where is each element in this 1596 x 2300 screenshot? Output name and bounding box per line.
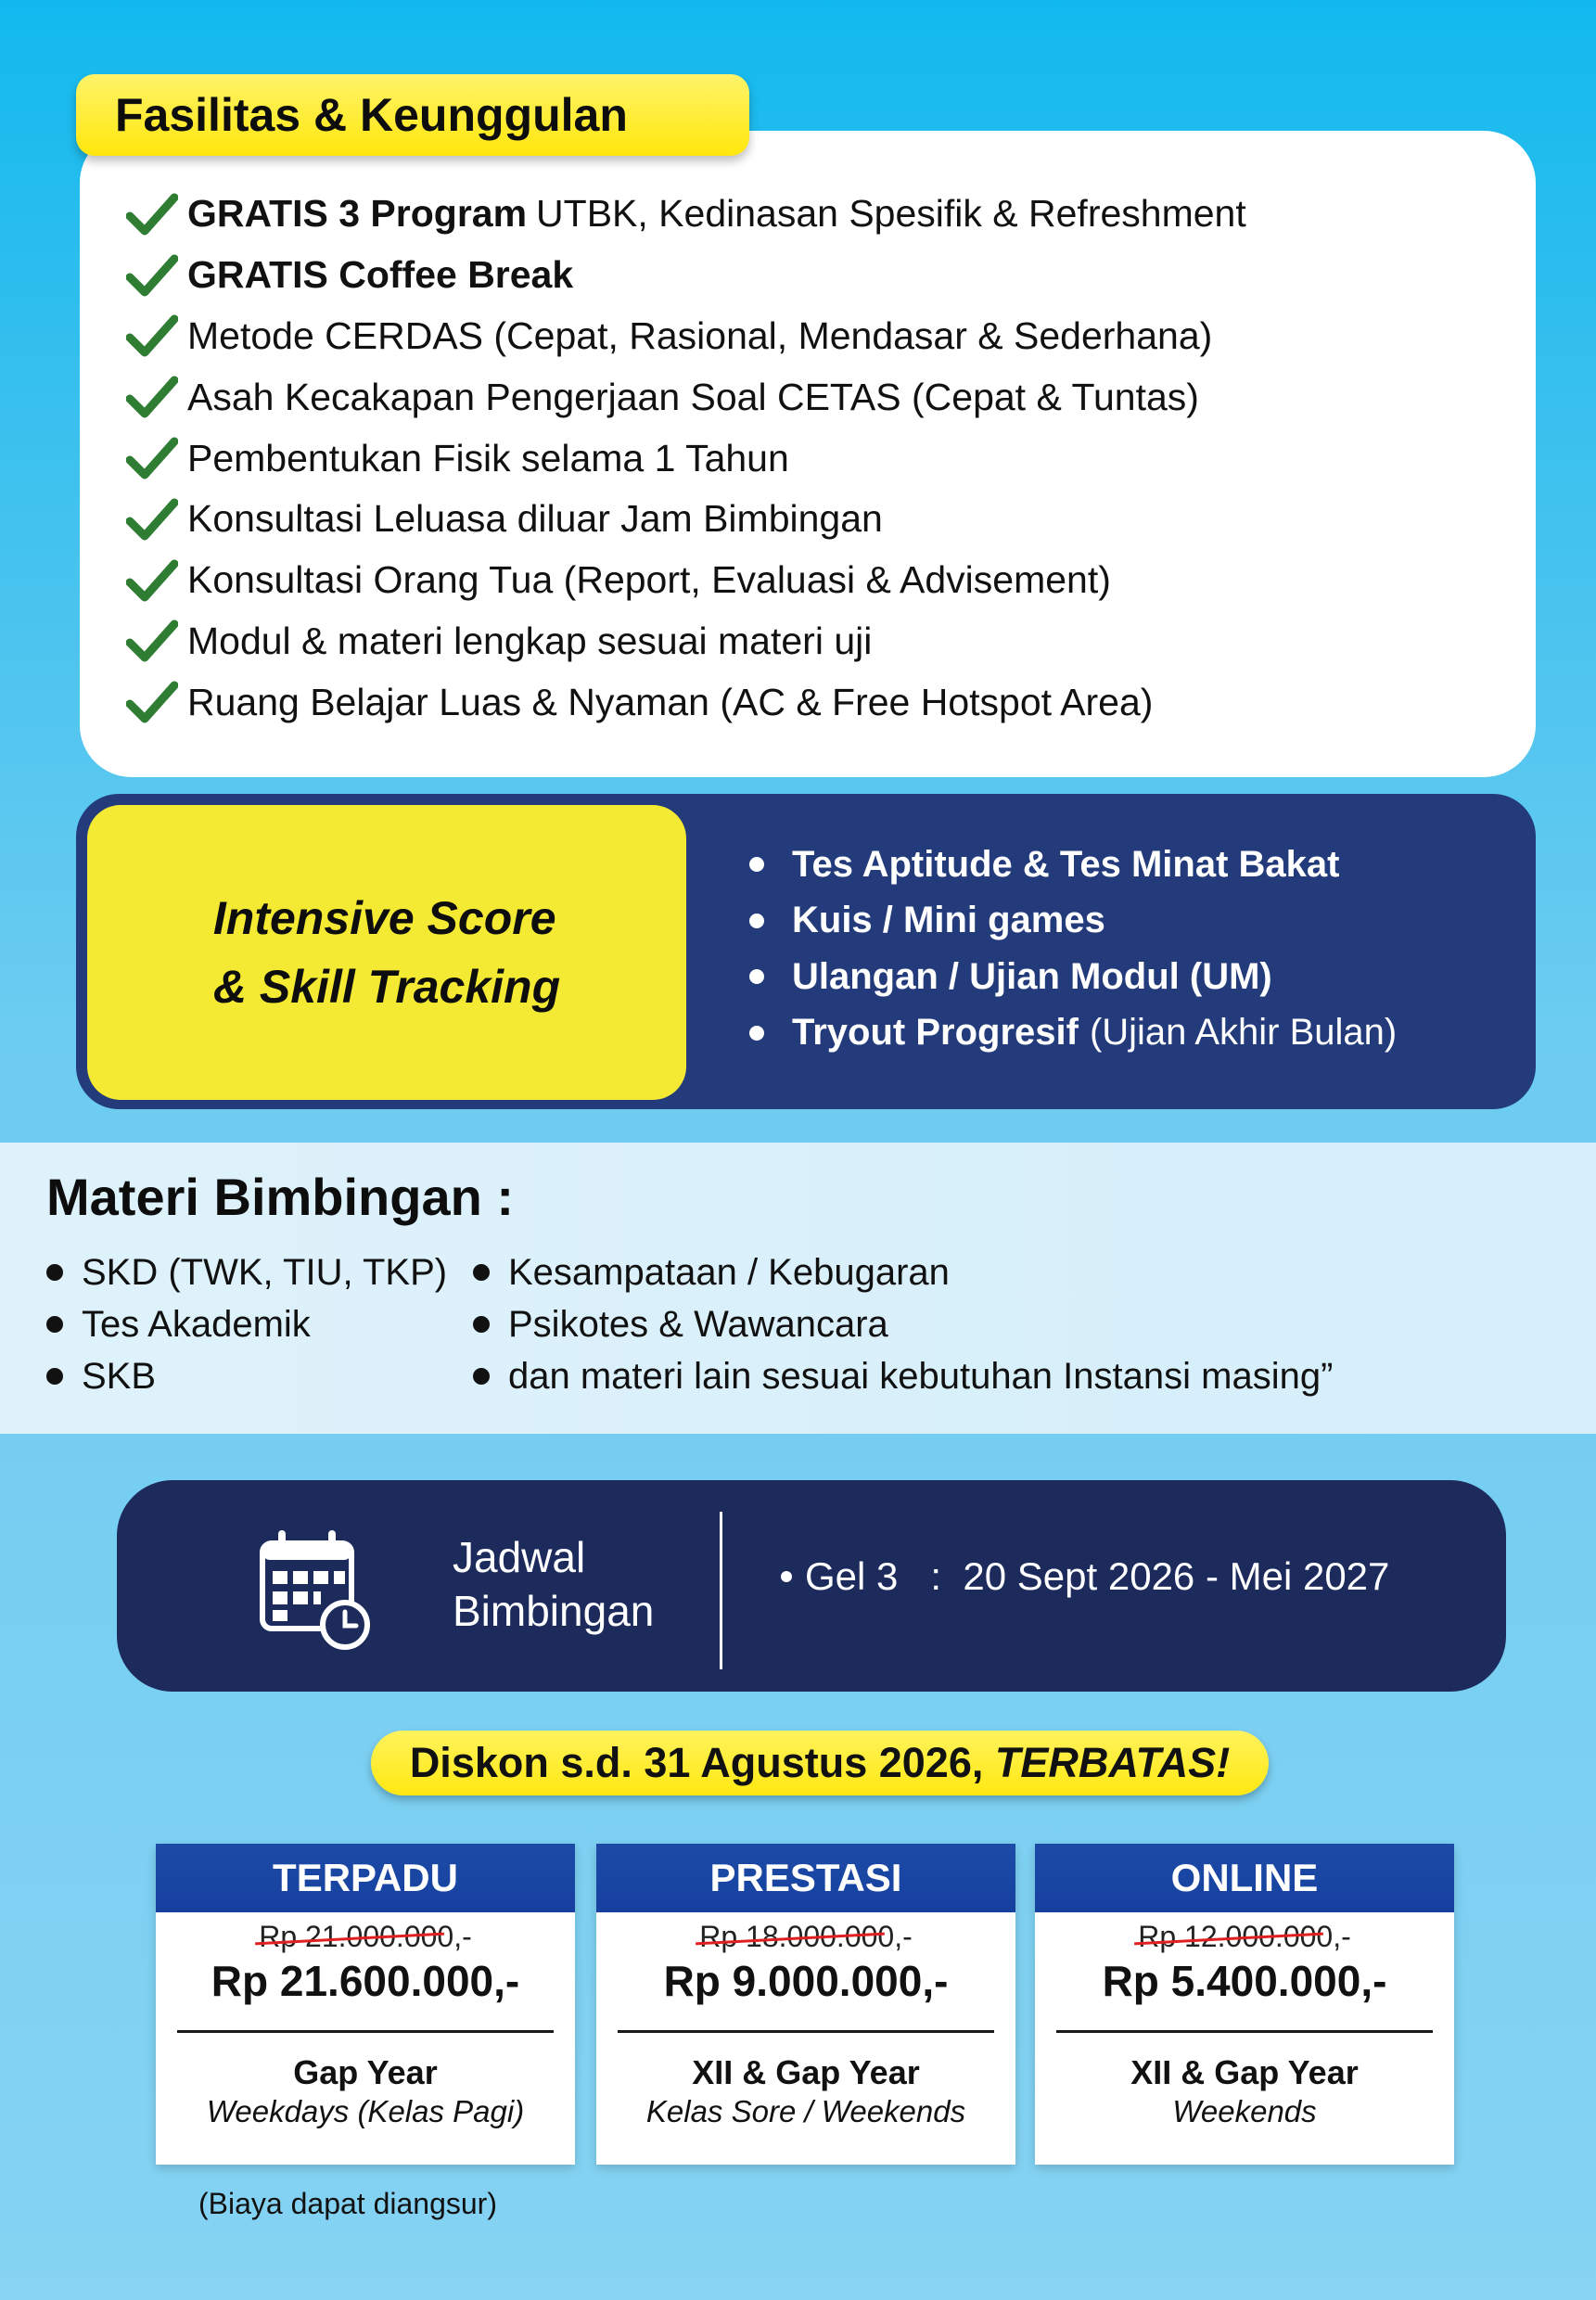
materi-list-right bbox=[473, 1246, 1333, 1402]
materi-item bbox=[46, 1246, 447, 1298]
facility-text: Ruang Belajar Luas & Nyaman (AC & Free Hotspot Area) bbox=[187, 680, 1154, 723]
facility-item bbox=[126, 550, 1499, 611]
facility-text: Konsultasi Orang Tua (Report, Evaluasi & Advisement) bbox=[187, 558, 1111, 602]
facility-item bbox=[126, 306, 1499, 367]
bullet-icon bbox=[749, 914, 764, 928]
schedule-label-line2: Bimbingan bbox=[453, 1587, 655, 1635]
materi-item bbox=[46, 1350, 447, 1402]
current-price: Rp 21.600.000,- bbox=[211, 1957, 520, 2005]
facility-text: Metode CERDAS (Cepat, Rasional, Mendasar & Sederhana) bbox=[187, 313, 1213, 357]
bullet-icon bbox=[46, 1368, 63, 1385]
tracking-item bbox=[749, 949, 1397, 1005]
tracking-item-label: Kuis / Mini games bbox=[792, 900, 1105, 941]
tracking-item-label: Ulangan / Ujian Modul (UM) bbox=[792, 955, 1272, 997]
bullet-icon bbox=[473, 1264, 490, 1281]
materi-item-label: dan materi lain sesuai kebutuhan Instansi masing” bbox=[508, 1355, 1334, 1397]
facilities-list bbox=[126, 184, 1499, 733]
current-price: Rp 5.400.000,- bbox=[1102, 1957, 1387, 2005]
tracking-title-line2: & Skill Tracking bbox=[212, 961, 561, 1013]
checkmark-icon bbox=[126, 253, 178, 298]
old-price-value: Rp 12.000.000 bbox=[1138, 1920, 1334, 1953]
tracking-item-label: Tes Aptitude & Tes Minat Bakat bbox=[792, 843, 1340, 885]
checkmark-icon bbox=[126, 619, 178, 663]
facility-item bbox=[126, 366, 1499, 428]
facility-text: UTBK, Kedinasan Spesifik & Refreshment bbox=[536, 192, 1246, 236]
tracking-item-note: (Ujian Akhir Bulan) bbox=[1089, 1012, 1398, 1054]
facility-item bbox=[126, 611, 1499, 672]
old-price-value: Rp 21.000.000 bbox=[259, 1920, 454, 1953]
bullet-icon bbox=[781, 1571, 792, 1582]
schedule-batch bbox=[781, 1554, 1389, 1599]
facility-item bbox=[126, 489, 1499, 550]
discount-banner bbox=[371, 1731, 1269, 1795]
materi-item-label: Kesampataan / Kebugaran bbox=[508, 1251, 950, 1293]
tracking-title-box bbox=[87, 805, 686, 1100]
price-card-schedule: Weekdays (Kelas Pagi) bbox=[206, 2094, 525, 2128]
checkmark-icon bbox=[126, 436, 178, 480]
bullet-icon bbox=[46, 1264, 63, 1281]
bullet-icon bbox=[749, 857, 764, 872]
facilities-title: Fasilitas & Keunggulan bbox=[76, 74, 749, 156]
bullet-icon bbox=[473, 1316, 490, 1333]
price-card-audience: XII & Gap Year bbox=[1130, 2053, 1359, 2091]
discount-text: Diskon s.d. 31 Agustus 2026, bbox=[409, 1739, 995, 1786]
schedule-batch-text: Gel 3 : 20 Sept 2026 - Mei 2027 bbox=[805, 1554, 1390, 1598]
old-price-value: Rp 18.000.000 bbox=[699, 1920, 895, 1953]
materi-title: Materi Bimbingan : bbox=[46, 1168, 515, 1226]
facility-item bbox=[126, 428, 1499, 489]
calendar-clock-icon bbox=[260, 1528, 373, 1651]
price-card-terpadu bbox=[156, 1844, 575, 2165]
price-card-title: PRESTASI bbox=[596, 1844, 1015, 1912]
price-card-audience: Gap Year bbox=[293, 2053, 438, 2091]
bullet-icon bbox=[473, 1368, 490, 1385]
bullet-icon bbox=[749, 1026, 764, 1041]
materi-item bbox=[473, 1298, 1333, 1350]
price-card-title: ONLINE bbox=[1035, 1844, 1454, 1912]
tracking-title-line1: Intensive Score bbox=[212, 892, 556, 944]
facility-bold: GRATIS Coffee Break bbox=[187, 253, 574, 297]
checkmark-icon bbox=[126, 680, 178, 724]
tracking-title bbox=[213, 884, 560, 1021]
facility-text: Asah Kecakapan Pengerjaan Soal CETAS (Cepat & Tuntas) bbox=[187, 375, 1199, 418]
price-card-title: TERPADU bbox=[156, 1844, 575, 1912]
materi-list-left bbox=[46, 1246, 447, 1402]
tracking-item bbox=[749, 893, 1397, 950]
divider bbox=[177, 2030, 554, 2033]
materi-item bbox=[473, 1246, 1333, 1298]
discount-emphasis: TERBATAS! bbox=[994, 1739, 1231, 1786]
facility-item bbox=[126, 184, 1499, 245]
divider bbox=[618, 2030, 994, 2033]
price-card-prestasi bbox=[596, 1844, 1015, 2165]
old-price-suffix: ,- bbox=[453, 1920, 472, 1953]
current-price: Rp 9.000.000,- bbox=[663, 1957, 949, 2005]
materi-item bbox=[46, 1298, 447, 1350]
price-card-schedule: Kelas Sore / Weekends bbox=[645, 2094, 966, 2128]
old-price bbox=[156, 1920, 575, 1954]
tracking-item bbox=[749, 1005, 1397, 1062]
price-card-audience: XII & Gap Year bbox=[692, 2053, 920, 2091]
facility-text: Modul & materi lengkap sesuai materi uji bbox=[187, 619, 873, 662]
facility-bold: GRATIS 3 Program bbox=[187, 192, 528, 236]
divider bbox=[1056, 2030, 1433, 2033]
tracking-item bbox=[749, 837, 1397, 893]
schedule-divider bbox=[720, 1512, 722, 1669]
materi-item-label: Psikotes & Wawancara bbox=[508, 1303, 888, 1345]
checkmark-icon bbox=[126, 558, 178, 603]
checkmark-icon bbox=[126, 192, 178, 236]
schedule-label-line1: Jadwal bbox=[453, 1533, 586, 1581]
tracking-item-label: Tryout Progresif bbox=[792, 1012, 1079, 1054]
materi-item-label: SKB bbox=[82, 1355, 157, 1397]
materi-item-label: SKD (TWK, TIU, TKP) bbox=[82, 1251, 448, 1293]
checkmark-icon bbox=[126, 375, 178, 419]
old-price-suffix: ,- bbox=[894, 1920, 913, 1953]
facility-item bbox=[126, 245, 1499, 306]
schedule-label bbox=[453, 1530, 654, 1638]
price-card-schedule: Weekends bbox=[1172, 2094, 1317, 2128]
facility-text: Konsultasi Leluasa diluar Jam Bimbingan bbox=[187, 497, 883, 541]
price-card-online bbox=[1035, 1844, 1454, 2165]
old-price bbox=[1035, 1920, 1454, 1954]
checkmark-icon bbox=[126, 313, 178, 358]
facility-item bbox=[126, 671, 1499, 733]
checkmark-icon bbox=[126, 497, 178, 542]
old-price bbox=[596, 1920, 1015, 1954]
materi-item bbox=[473, 1350, 1333, 1402]
facility-text: Pembentukan Fisik selama 1 Tahun bbox=[187, 436, 789, 479]
materi-item-label: Tes Akademik bbox=[82, 1303, 311, 1345]
old-price-suffix: ,- bbox=[1333, 1920, 1351, 1953]
bullet-icon bbox=[749, 969, 764, 984]
installment-note: (Biaya dapat diangsur) bbox=[198, 2187, 497, 2220]
bullet-icon bbox=[46, 1316, 63, 1333]
tracking-list bbox=[749, 837, 1397, 1061]
